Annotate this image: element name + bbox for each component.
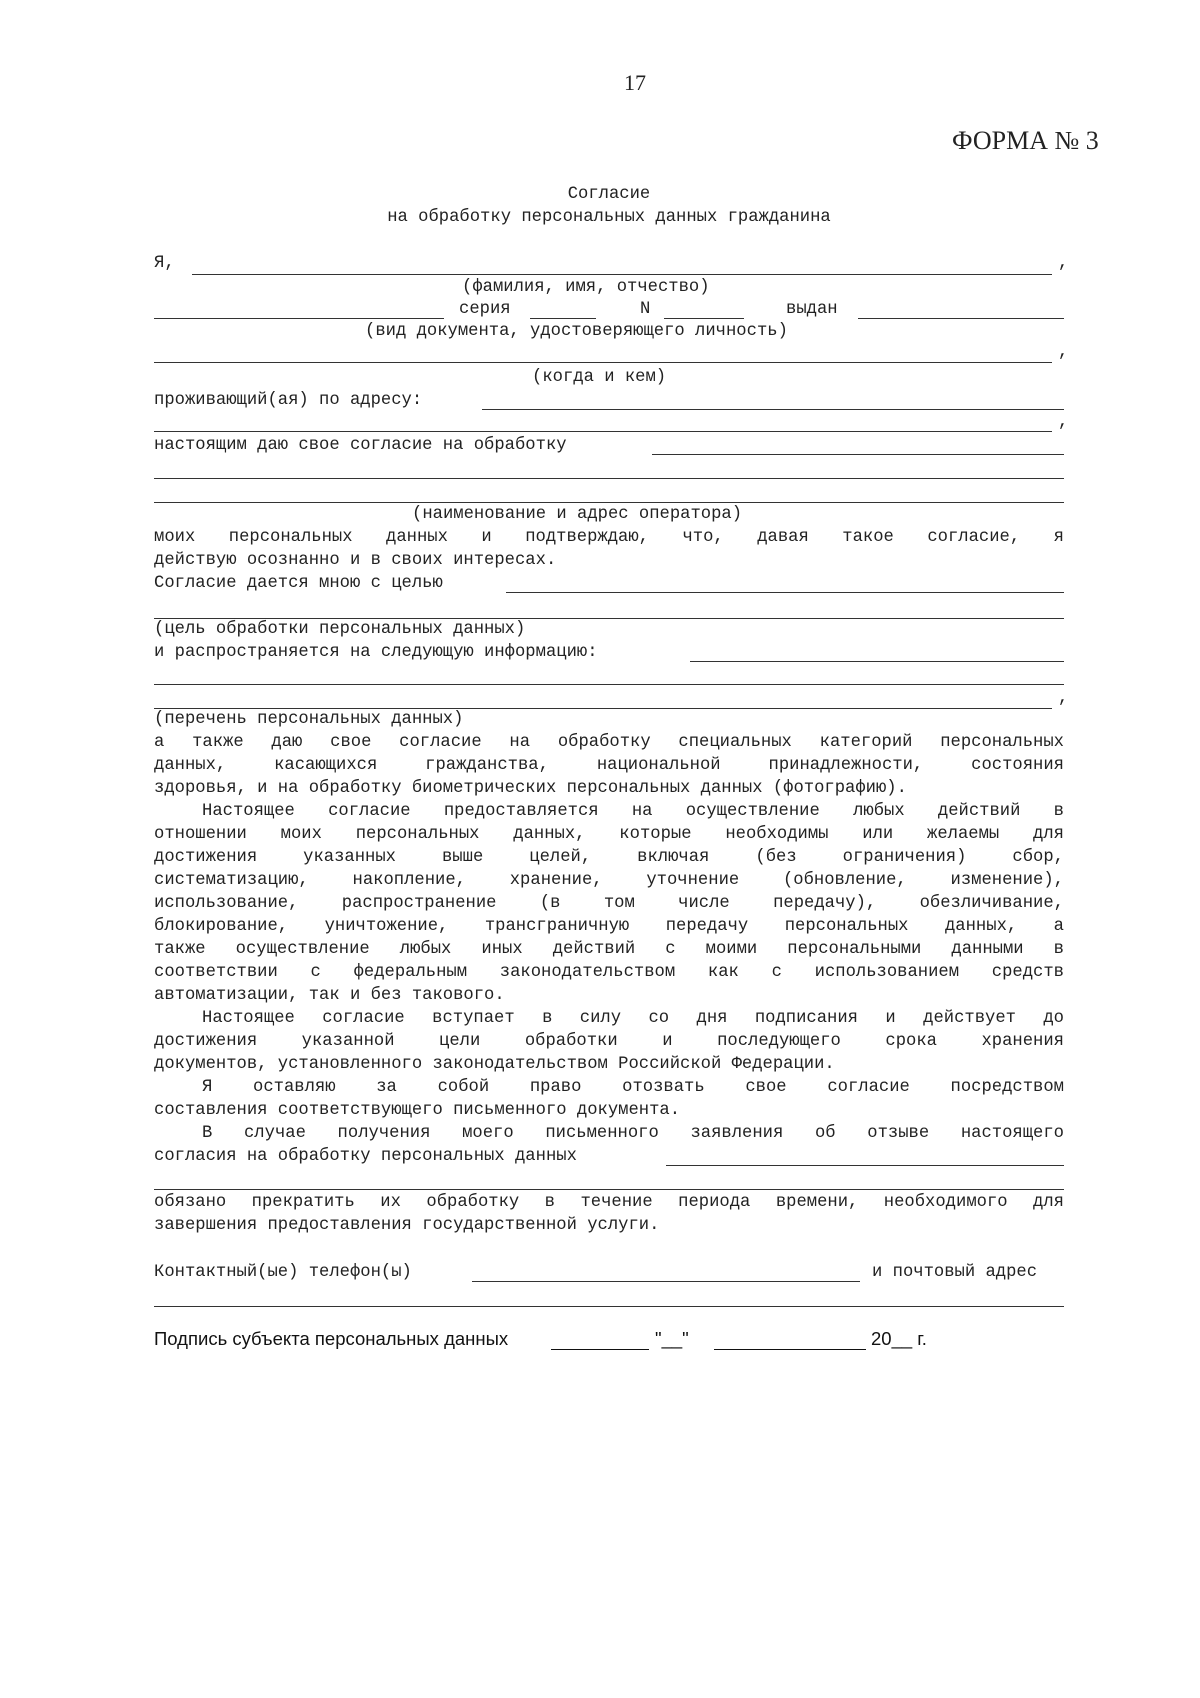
info-field-2[interactable] bbox=[154, 684, 1064, 685]
case-line: В случае получения моего письменного заявления об отзыве настоящего bbox=[202, 1124, 1064, 1143]
validity-line: достижения указанной цели обработки и последующего срока хранения bbox=[154, 1032, 1064, 1051]
series-field[interactable] bbox=[530, 318, 596, 319]
comma: , bbox=[1058, 413, 1069, 432]
case-field-2[interactable] bbox=[154, 1189, 1064, 1190]
actions-line: блокирование, уничтожение, трансграничную передачу персональных данных, а bbox=[154, 917, 1064, 936]
phone-field[interactable] bbox=[472, 1281, 860, 1282]
when-hint: (когда и кем) bbox=[532, 368, 667, 387]
address-field[interactable] bbox=[482, 409, 1064, 410]
case-field[interactable] bbox=[666, 1165, 1064, 1166]
issued-label: выдан bbox=[786, 300, 838, 319]
case-line: согласия на обработку персональных данных bbox=[154, 1147, 577, 1166]
actions-line: достижения указанных выше целей, включая (без ограничения) сбор, bbox=[154, 848, 1064, 867]
title-line-2: на обработку персональных данных гражданина bbox=[387, 208, 831, 227]
fio-hint: (фамилия, имя, отчество) bbox=[462, 278, 710, 297]
actions-line: отношении моих персональных данных, которые необходимы или желаемы для bbox=[154, 825, 1064, 844]
revoke-line: составления соответствующего письменного документа. bbox=[154, 1101, 681, 1120]
purpose-label: Согласие дается мною с целью bbox=[154, 574, 443, 593]
validity-line: документов, установленного законодательством Российской Федерации. bbox=[154, 1055, 835, 1074]
date-month-field[interactable] bbox=[714, 1349, 866, 1350]
special-line: здоровья, и на обработку биометрических персональных данных (фотографию). bbox=[154, 779, 907, 798]
series-label: серия bbox=[459, 300, 511, 319]
ya-label: Я, bbox=[154, 254, 175, 273]
title-line-1: Согласие bbox=[567, 185, 651, 204]
actions-line: также осуществление любых иных действий с моими персональными данными в bbox=[154, 940, 1064, 959]
operator-field-3[interactable] bbox=[154, 502, 1064, 503]
date-day: "__" bbox=[655, 1328, 689, 1349]
actions-line: использование, распространение (в том числе передачу), обезличивание, bbox=[154, 894, 1064, 913]
postal-address-label: и почтовый адрес bbox=[872, 1263, 1038, 1282]
address-label: проживающий(ая) по адресу: bbox=[154, 391, 423, 410]
para1-line1: моих персональных данных и подтверждаю, что, давая такое согласие, я bbox=[154, 528, 1064, 547]
address-field-2[interactable] bbox=[154, 431, 1052, 432]
issued-field[interactable] bbox=[858, 318, 1064, 319]
operator-hint: (наименование и адрес оператора) bbox=[412, 505, 743, 524]
operator-field[interactable] bbox=[652, 454, 1064, 455]
doc-type-field[interactable] bbox=[154, 318, 444, 319]
list-hint: (перечень персональных данных) bbox=[154, 710, 464, 729]
comma: , bbox=[1058, 689, 1069, 708]
validity-line: Настоящее согласие вступает в силу со дня подписания и действует до bbox=[202, 1009, 1064, 1028]
actions-line: Настоящее согласие предоставляется на осуществление любых действий в bbox=[202, 802, 1064, 821]
consent-label: настоящим даю свое согласие на обработку bbox=[154, 436, 567, 455]
issued-by-field[interactable] bbox=[154, 362, 1052, 363]
phone-label: Контактный(ые) телефон(ы) bbox=[154, 1263, 412, 1282]
special-line: данных, касающихся гражданства, национальной принадлежности, состояния bbox=[154, 756, 1064, 775]
comma: , bbox=[1058, 343, 1069, 362]
number-label: N bbox=[640, 300, 651, 319]
fio-field[interactable] bbox=[192, 274, 1052, 275]
purpose-field[interactable] bbox=[506, 592, 1064, 593]
operator-field-2[interactable] bbox=[154, 478, 1064, 479]
postal-address-field[interactable] bbox=[154, 1306, 1064, 1307]
comma: , bbox=[1058, 254, 1069, 273]
para1-line2: действую осознанно и в своих интересах. bbox=[154, 551, 557, 570]
signature-label: Подпись субъекта персональных данных bbox=[154, 1328, 509, 1349]
date-year: 20__ г. bbox=[871, 1328, 927, 1349]
signature-field[interactable] bbox=[551, 1349, 649, 1350]
actions-line: автоматизации, так и без такового. bbox=[154, 986, 505, 1005]
info-label: и распространяется на следующую информацию: bbox=[154, 643, 598, 662]
number-field[interactable] bbox=[664, 318, 744, 319]
doc-hint: (вид документа, удостоверяющего личность) bbox=[365, 322, 788, 341]
actions-line: соответствии с федеральным законодательством как с использованием средств bbox=[154, 963, 1064, 982]
page-number: 17 bbox=[624, 70, 646, 95]
special-line: а также даю свое согласие на обработку специальных категорий персональных bbox=[154, 733, 1064, 752]
actions-line: систематизацию, накопление, хранение, уточнение (обновление, изменение), bbox=[154, 871, 1064, 890]
info-field[interactable] bbox=[690, 661, 1064, 662]
revoke-line: Я оставляю за собой право отозвать свое согласие посредством bbox=[202, 1078, 1064, 1097]
form-number: ФОРМА № 3 bbox=[952, 126, 1099, 155]
stop-line: завершения предоставления государственной услуги. bbox=[154, 1216, 660, 1235]
stop-line: обязано прекратить их обработку в течение периода времени, необходимого для bbox=[154, 1193, 1064, 1212]
purpose-hint: (цель обработки персональных данных) bbox=[154, 620, 526, 639]
